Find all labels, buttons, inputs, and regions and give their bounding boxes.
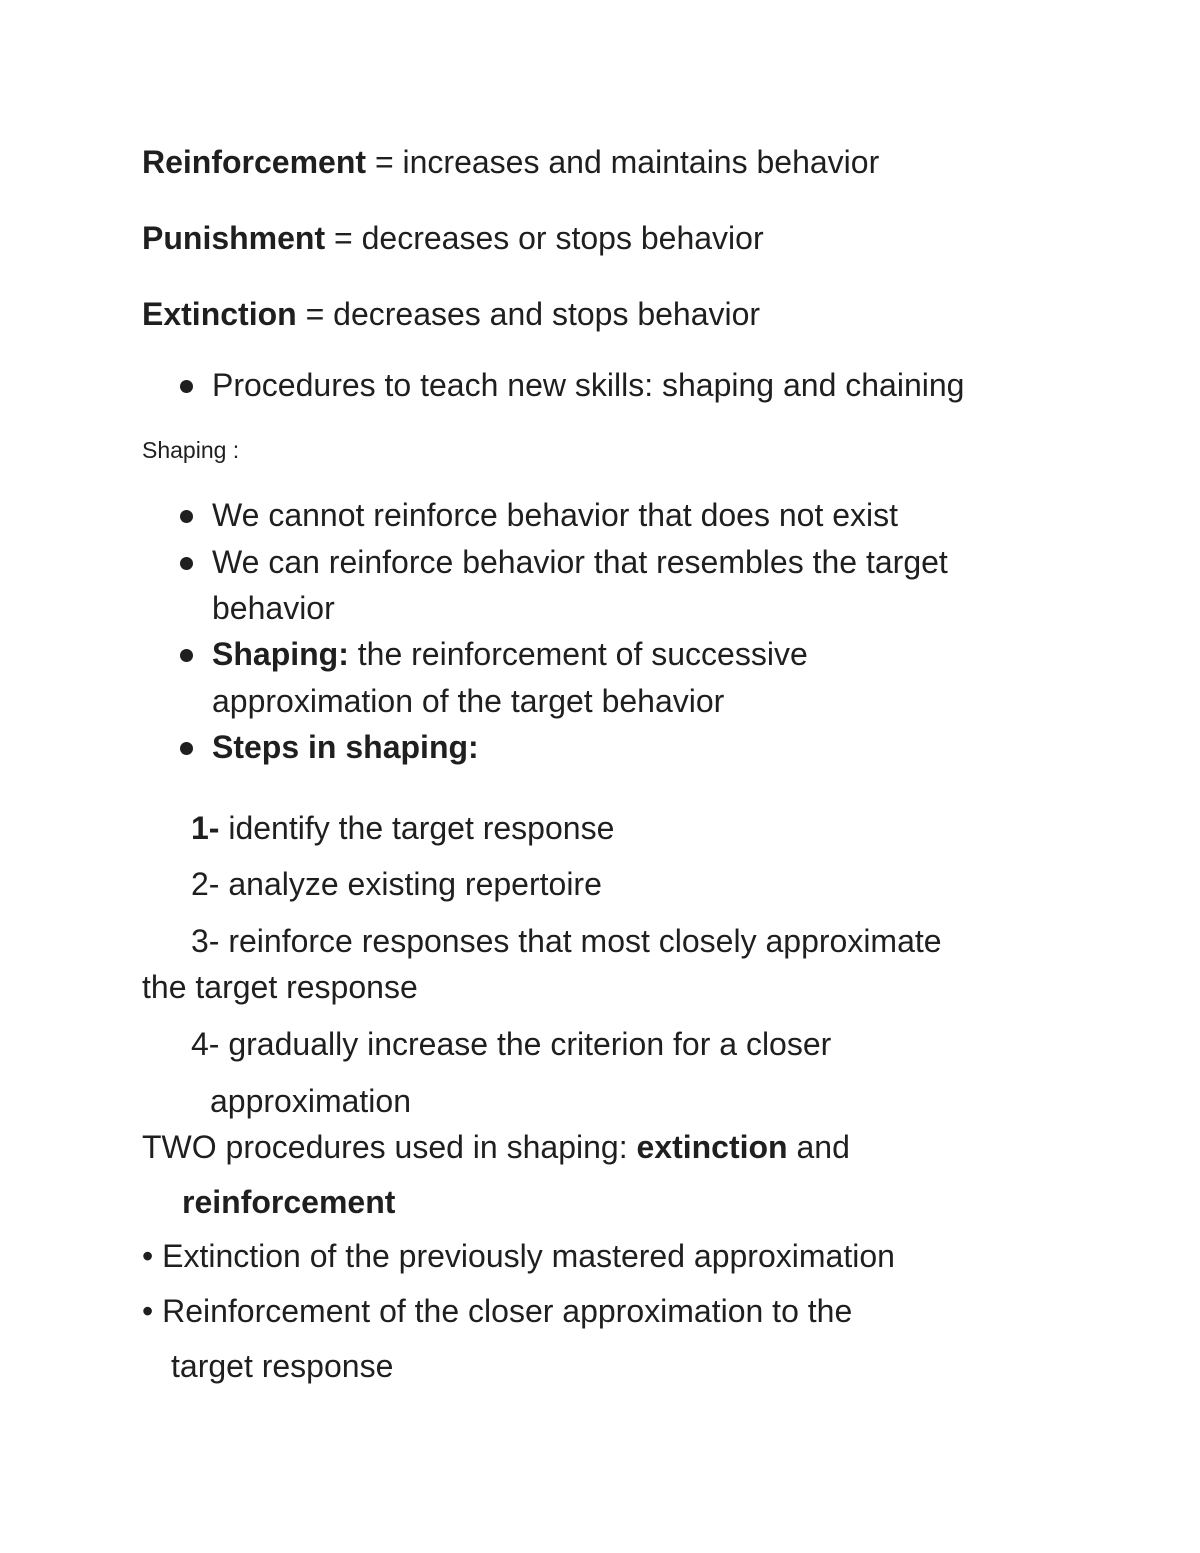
step-1-number: 1- — [191, 810, 220, 846]
shaping-heading: Shaping : — [142, 437, 240, 463]
final-bullet-2-line2: target response — [171, 1348, 394, 1384]
definition-text: = decreases and stops behavior — [296, 296, 761, 332]
step-3-line1: 3- reinforce responses that most closely approximate — [191, 923, 942, 959]
two-procedures-term-extinction: extinction — [636, 1129, 788, 1165]
bullet-dot-icon — [180, 380, 193, 393]
procedures-bullet: Procedures to teach new skills: shaping and chaining — [212, 367, 965, 403]
shaping-bullet-3-line1 — [212, 638, 808, 670]
final-bullet-1-text: Extinction of the previously mastered approximation — [153, 1238, 895, 1274]
step-4-line2: approximation — [210, 1083, 411, 1119]
bullet-dot-icon — [180, 742, 193, 755]
step-1-text: identify the target response — [219, 810, 615, 846]
definition-term: Punishment — [142, 220, 326, 256]
step-3-line2: the target response — [142, 969, 418, 1005]
shaping-bullet-2-line2: behavior — [212, 590, 335, 626]
bullet-marker: • — [142, 1238, 154, 1274]
step-2: 2- analyze existing repertoire — [191, 866, 602, 902]
shaping-bullet-2-line1: We can reinforce behavior that resembles the target — [212, 544, 948, 580]
bullet-dot-icon — [180, 510, 193, 523]
bullet-dot-icon — [180, 649, 193, 662]
definition-extinction — [142, 298, 760, 330]
shaping-bullet-4: Steps in shaping: — [212, 729, 479, 765]
step-4-line1: 4- gradually increase the criterion for a closer — [191, 1026, 832, 1062]
final-bullet-1 — [142, 1240, 895, 1272]
definition-term: Reinforcement — [142, 144, 367, 180]
definition-text: = increases and maintains behavior — [366, 144, 880, 180]
definition-term: Extinction — [142, 296, 297, 332]
two-procedures-term-reinforcement: reinforcement — [182, 1184, 396, 1220]
shaping-bullet-3-line2: approximation of the target behavior — [212, 683, 725, 719]
final-bullet-2-line1 — [142, 1295, 852, 1327]
shaping-term: Shaping: — [212, 636, 349, 672]
two-procedures-and: and — [787, 1129, 850, 1165]
shaping-definition: the reinforcement of successive — [348, 636, 808, 672]
shaping-bullet-1: We cannot reinforce behavior that does not exist — [212, 497, 899, 533]
definition-reinforcement — [142, 146, 879, 178]
definition-text: = decreases or stops behavior — [325, 220, 764, 256]
two-procedures-lead: TWO procedures used in shaping: — [142, 1129, 637, 1165]
bullet-marker: • — [142, 1293, 154, 1329]
definition-punishment — [142, 222, 764, 254]
step-1 — [191, 812, 614, 844]
final-bullet-2-text: Reinforcement of the closer approximation to the — [153, 1293, 853, 1329]
two-procedures-line1 — [142, 1131, 850, 1163]
bullet-dot-icon — [180, 557, 193, 570]
